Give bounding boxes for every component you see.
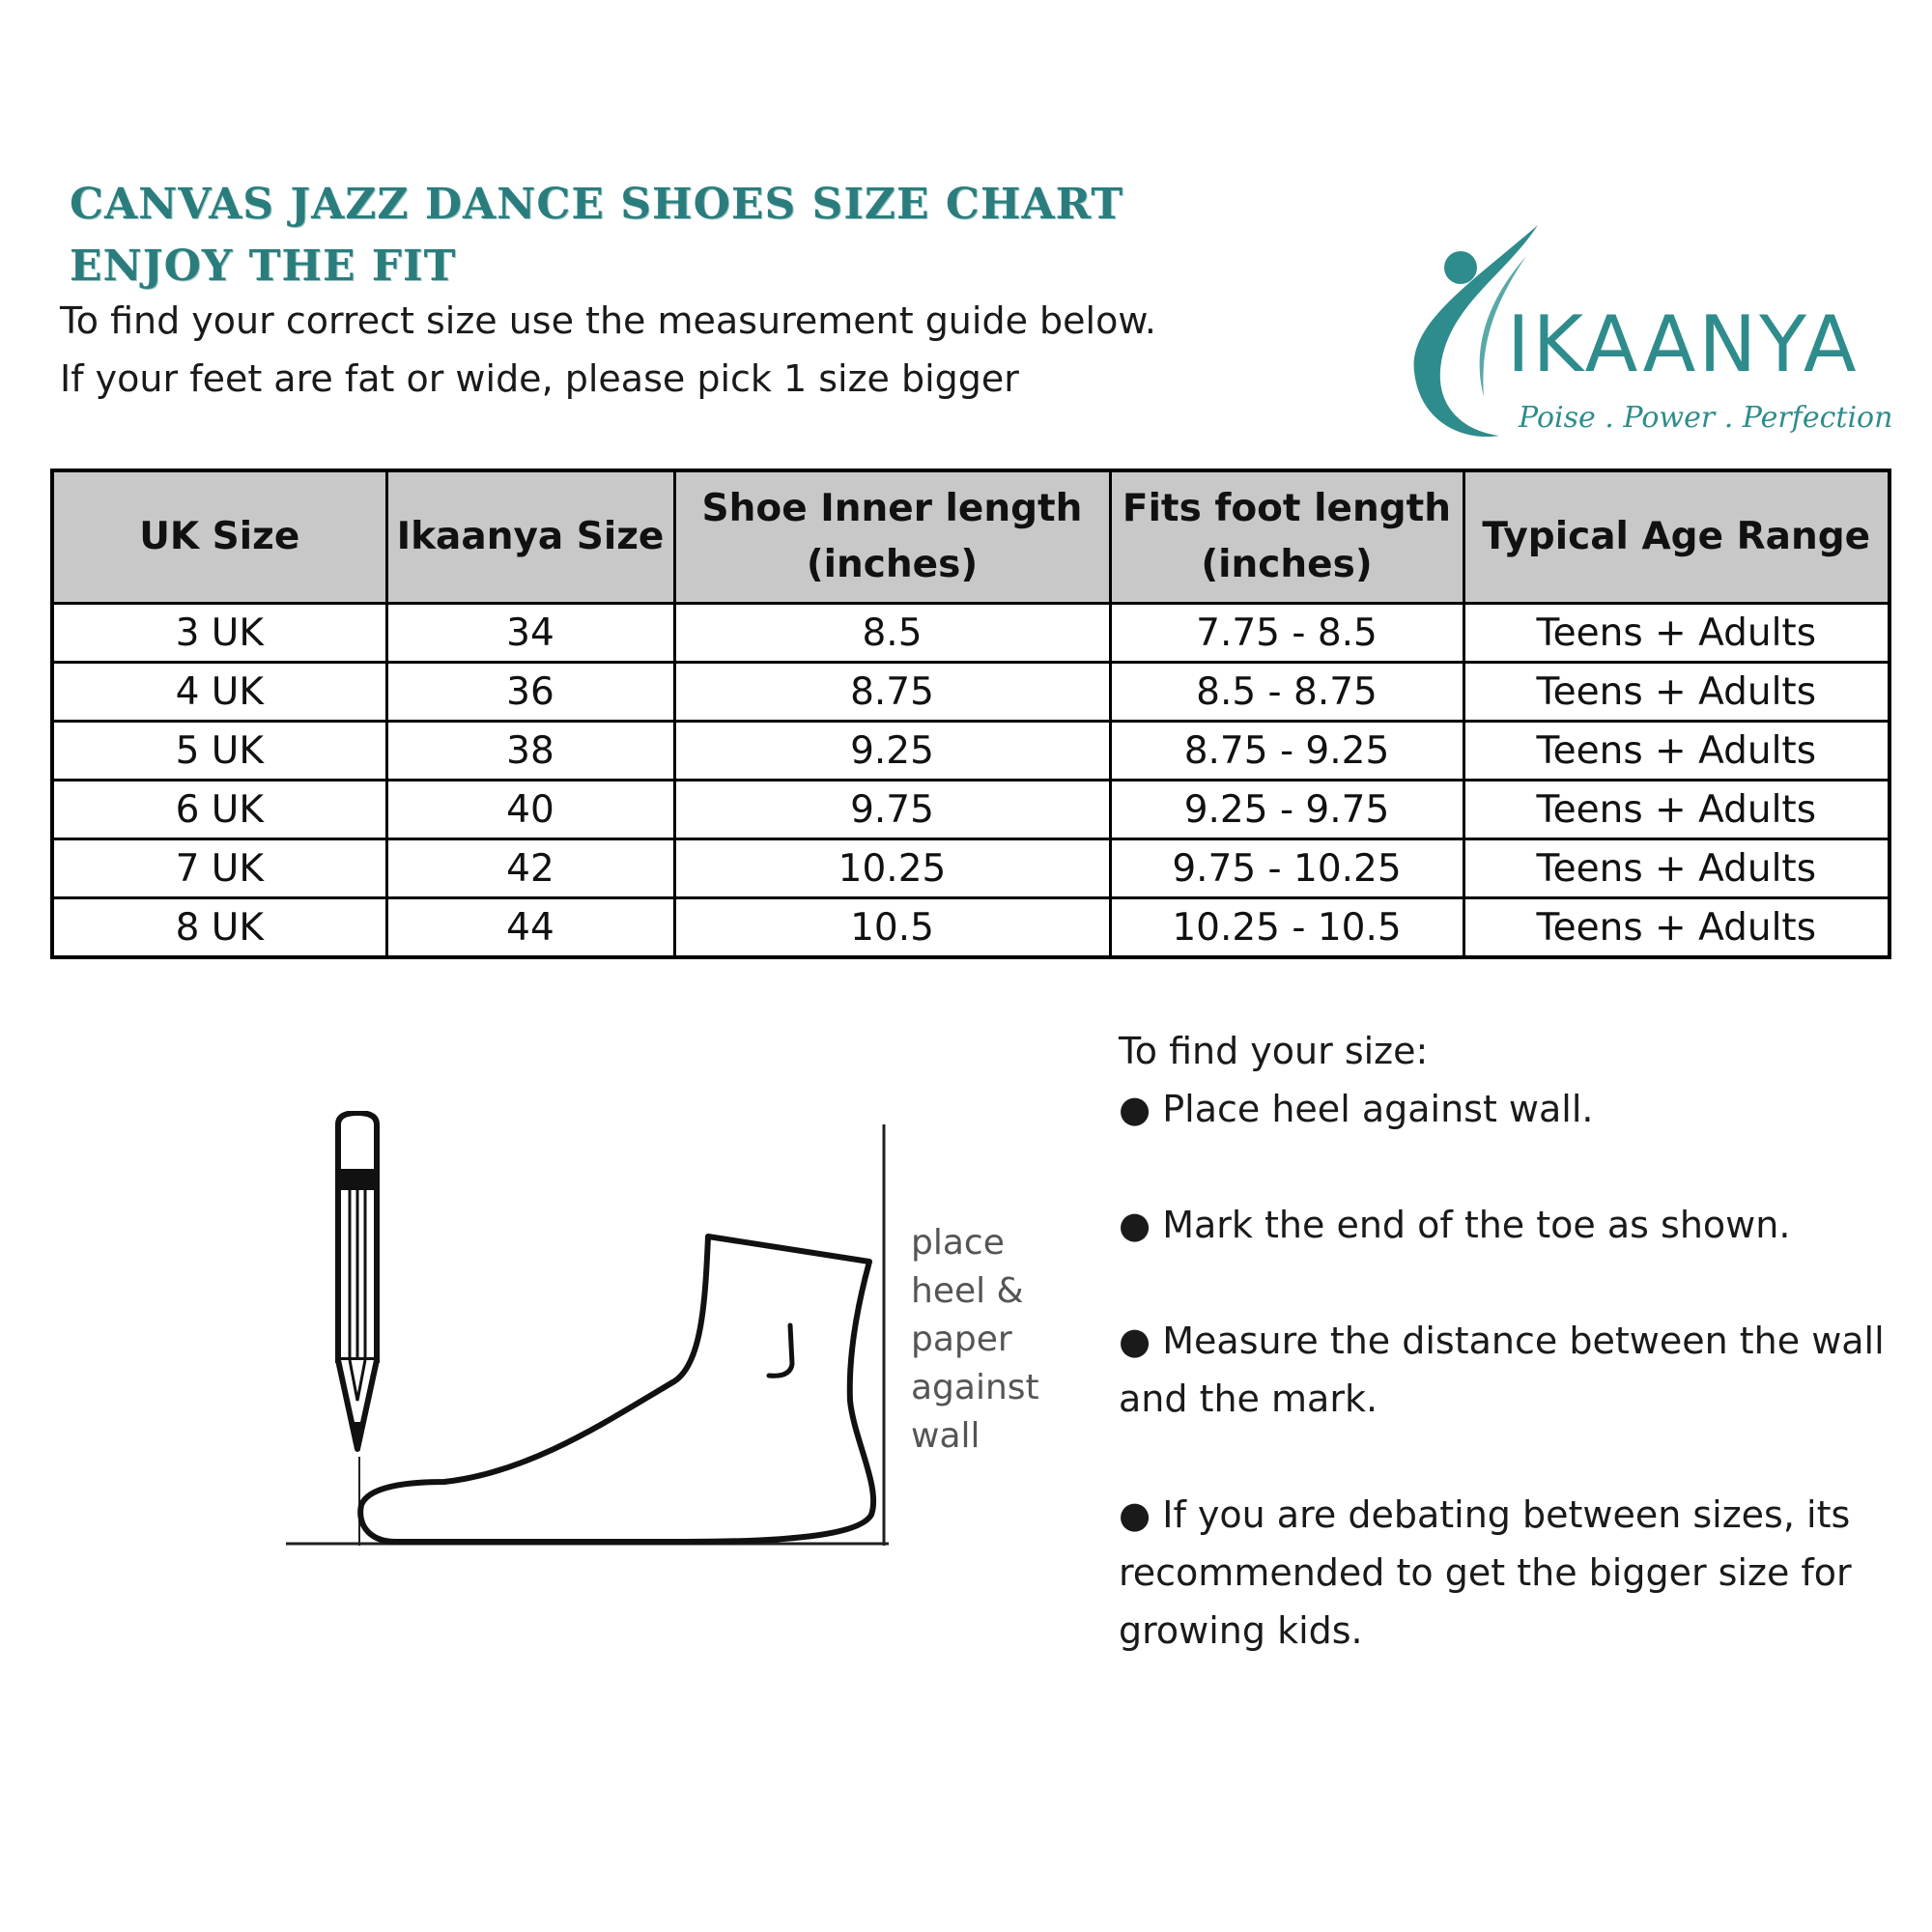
cell-inner-length: 10.5 bbox=[674, 898, 1110, 958]
cell-age-range: Teens + Adults bbox=[1463, 898, 1889, 958]
cell-uk-size: 6 UK bbox=[52, 781, 386, 839]
table-row bbox=[52, 898, 1889, 958]
header-unit: (inches) bbox=[1201, 543, 1373, 586]
table-row bbox=[52, 839, 1889, 898]
cell-inner-length: 9.25 bbox=[674, 722, 1110, 781]
cell-ikaanya-size: 36 bbox=[386, 663, 674, 722]
cell-uk-size: 7 UK bbox=[52, 839, 386, 898]
cell-age-range: Teens + Adults bbox=[1463, 839, 1889, 898]
wall-label-line: wall bbox=[911, 1416, 980, 1456]
cell-uk-size: 3 UK bbox=[52, 604, 386, 663]
header-age-range bbox=[1463, 470, 1889, 604]
header-label: Ikaanya Size bbox=[396, 515, 665, 558]
cell-uk-size: 4 UK bbox=[52, 663, 386, 722]
cell-foot-length: 8.5 - 8.75 bbox=[1110, 663, 1463, 722]
cell-uk-size: 8 UK bbox=[52, 898, 386, 958]
pencil-icon bbox=[338, 1113, 377, 1449]
table-row bbox=[52, 663, 1889, 722]
header-label: UK Size bbox=[139, 515, 300, 558]
cell-age-range: Teens + Adults bbox=[1463, 722, 1889, 781]
cell-foot-length: 7.75 - 8.5 bbox=[1110, 604, 1463, 663]
table-header-row bbox=[52, 470, 1889, 604]
cell-inner-length: 9.75 bbox=[674, 781, 1110, 839]
brand-tagline: Poise . Power . Perfection bbox=[1519, 401, 1893, 435]
header-uk-size bbox=[52, 470, 386, 604]
ankle-bone-mark bbox=[769, 1325, 792, 1376]
header-fits-foot-length bbox=[1110, 470, 1463, 604]
chart-title: CANVAS JAZZ DANCE SHOES SIZE CHART bbox=[70, 180, 1124, 229]
intro-text-line-1: To find your correct size use the measurement guide below. bbox=[60, 299, 1157, 342]
cell-ikaanya-size: 42 bbox=[386, 839, 674, 898]
cell-ikaanya-size: 44 bbox=[386, 898, 674, 958]
cell-ikaanya-size: 34 bbox=[386, 604, 674, 663]
cell-uk-size: 5 UK bbox=[52, 722, 386, 781]
wall-instruction-label bbox=[911, 1219, 1039, 1461]
wall-label-line: against bbox=[911, 1368, 1039, 1407]
instruction-step-2: ● Mark the end of the toe as shown. bbox=[1119, 1204, 1791, 1246]
cell-inner-length: 10.25 bbox=[674, 839, 1110, 898]
instruction-step-4: ● If you are debating between sizes, its bbox=[1119, 1493, 1851, 1536]
table-row bbox=[52, 722, 1889, 781]
header-label: Fits foot length bbox=[1122, 487, 1452, 530]
header-shoe-inner-length bbox=[674, 470, 1110, 604]
instruction-step-3-cont: and the mark. bbox=[1119, 1378, 1378, 1420]
cell-foot-length: 10.25 - 10.5 bbox=[1110, 898, 1463, 958]
wall-label-line: heel & bbox=[911, 1271, 1024, 1311]
instruction-step-4-cont: recommended to get the bigger size for bbox=[1119, 1551, 1852, 1594]
instruction-step-3: ● Measure the distance between the wall bbox=[1119, 1320, 1885, 1362]
cell-foot-length: 8.75 - 9.25 bbox=[1110, 722, 1463, 781]
header-label: Shoe Inner length bbox=[701, 487, 1083, 530]
brand-logo bbox=[1391, 217, 1893, 449]
cell-ikaanya-size: 40 bbox=[386, 781, 674, 839]
cell-age-range: Teens + Adults bbox=[1463, 663, 1889, 722]
cell-foot-length: 9.25 - 9.75 bbox=[1110, 781, 1463, 839]
cell-age-range: Teens + Adults bbox=[1463, 781, 1889, 839]
chart-subtitle: ENJOY THE FIT bbox=[70, 242, 457, 291]
size-chart-table bbox=[50, 469, 1891, 959]
foot-outline-icon bbox=[360, 1236, 873, 1542]
instructions-heading: To find your size: bbox=[1119, 1030, 1429, 1072]
header-ikaanya-size bbox=[386, 470, 674, 604]
header-label: Typical Age Range bbox=[1482, 515, 1871, 558]
cell-foot-length: 9.75 - 10.25 bbox=[1110, 839, 1463, 898]
table-row bbox=[52, 781, 1889, 839]
size-instructions bbox=[1119, 1022, 1891, 1660]
cell-age-range: Teens + Adults bbox=[1463, 604, 1889, 663]
instruction-step-1: ● Place heel against wall. bbox=[1119, 1088, 1594, 1130]
wall-label-line: place bbox=[911, 1223, 1005, 1263]
wall-label-line: paper bbox=[911, 1320, 1012, 1359]
table-row bbox=[52, 604, 1889, 663]
header-unit: (inches) bbox=[806, 543, 979, 586]
intro-text-line-2: If your feet are fat or wide, please pick 1 size bigger bbox=[60, 357, 1019, 400]
brand-name: IKAANYA bbox=[1507, 299, 1860, 389]
cell-inner-length: 8.75 bbox=[674, 663, 1110, 722]
cell-inner-length: 8.5 bbox=[674, 604, 1110, 663]
instruction-step-4-cont: growing kids. bbox=[1119, 1609, 1363, 1652]
cell-ikaanya-size: 38 bbox=[386, 722, 674, 781]
